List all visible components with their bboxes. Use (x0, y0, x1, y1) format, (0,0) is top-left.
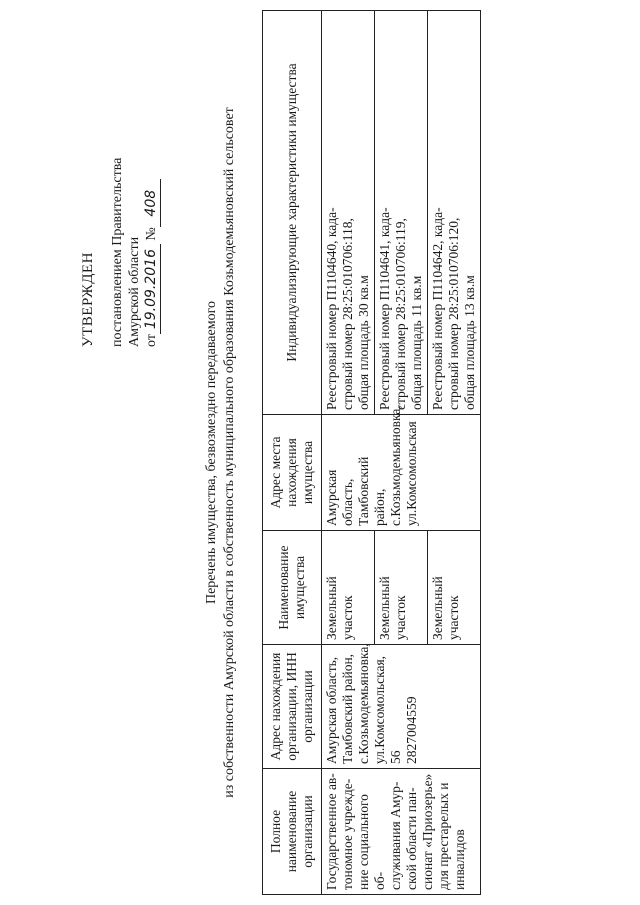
header-org-address: Адрес нахождения организации, ИНН организации (263, 645, 322, 769)
location-line: с.Козьмодемьяновка, (388, 405, 403, 526)
date-prefix: от (144, 334, 159, 347)
document-subtitle: из собственности Амурской области в собственность муниципального образования Козьмодемьяновский сельсовет (222, 107, 237, 798)
characteristics-cell (375, 11, 428, 415)
property-name-cell: Земельный участок (375, 531, 428, 645)
characteristics-line: Реестровый номер П1104642, када- (430, 207, 445, 410)
header-org-name: Полное наименование организации (263, 769, 322, 895)
approval-block (80, 158, 161, 347)
characteristics-cell (322, 11, 375, 415)
org-name-line: инвалидов (452, 829, 467, 890)
characteristics-line: Реестровый номер П1104641, када- (377, 207, 392, 410)
org-name-line: Государственное ав- (324, 773, 339, 890)
number-prefix: № (144, 227, 159, 241)
property-name-cell: Земельный участок (428, 531, 481, 645)
header-characteristics: Индивидуализирующие характеристики имущества (263, 11, 322, 415)
org-address-cell (322, 645, 481, 769)
characteristics-line: стровый номер 28:25:010706:120, (446, 217, 461, 410)
characteristics-line: стровый номер 28:25:010706:119, (393, 218, 408, 410)
approval-date-line (143, 158, 161, 347)
org-inn: 2827004559 (404, 696, 419, 764)
org-address-line: Тамбовский район, (340, 653, 355, 764)
approval-stamp: УТВЕРЖДЕН (80, 252, 96, 347)
property-location-cell-continued (428, 415, 481, 531)
characteristics-line: общая площадь 13 кв.м (462, 275, 477, 410)
approval-line-1: постановлением Правительства (110, 157, 125, 347)
org-address-line: с.Козьмодемьяновка, (356, 643, 371, 764)
characteristics-line: общая площадь 30 кв.м (356, 275, 371, 410)
approval-line-2: Амурской области (127, 236, 142, 347)
handwritten-date: 19.09.2016 (143, 244, 161, 334)
location-line: Тамбовский район, (356, 456, 387, 526)
org-name-line: сионат «Приозерье» (420, 773, 435, 890)
org-name-line: тономное учрежде- (340, 778, 355, 890)
table-header-row (263, 11, 322, 895)
characteristics-line: стровый номер 28:25:010706:118, (340, 218, 355, 410)
table-row (322, 11, 375, 895)
org-name-line: служивания Амур- (388, 781, 403, 890)
characteristics-cell (428, 11, 481, 415)
property-table (262, 10, 481, 895)
characteristics-line: общая площадь 11 кв.м (409, 275, 424, 410)
handwritten-number: 408 (143, 179, 161, 227)
org-name-cell (322, 769, 481, 895)
header-property-location: Адрес места нахождения имущества (263, 415, 322, 531)
org-name-line: для престарелых и (436, 782, 451, 890)
location-line: ул.Комсомольская (404, 421, 419, 526)
header-property-name: Наименование имущества (263, 531, 322, 645)
document-title: Перечень имущества, безвозмездно передаваемого (204, 301, 219, 605)
org-address-line: Амурская область, (324, 656, 339, 764)
property-location-cell (322, 405, 428, 531)
org-name-line: ние социального об- (356, 794, 387, 890)
property-name-cell: Земельный участок (322, 531, 375, 645)
org-name-line: ской области пан- (404, 787, 419, 890)
org-address-line: ул.Комсомольская, 56 (372, 655, 403, 764)
characteristics-line: Реестровый номер П1104640, када- (324, 207, 339, 410)
location-line: Амурская область, (324, 469, 355, 526)
